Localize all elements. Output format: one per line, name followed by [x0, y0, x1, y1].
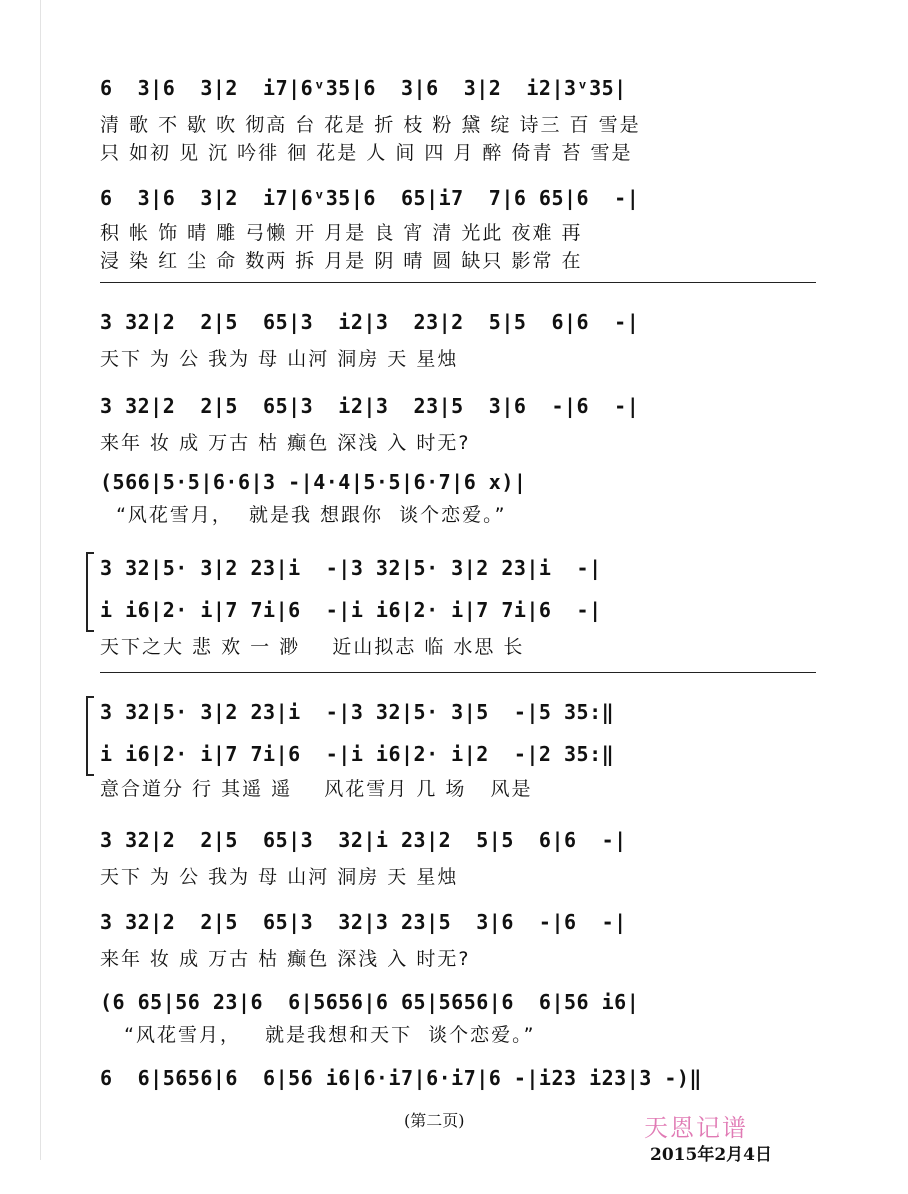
notation-line: 3 32|2 2|5 65|3 i2|3 23|2 5|5 6|6 -| — [100, 310, 640, 334]
lyric-line: 天下之大 悲 欢 一 渺 近山拟志 临 水思 长 — [100, 636, 525, 658]
date-label: 2015年2月4日 — [650, 1145, 772, 1165]
transcriber-stamp: 天恩记谱 — [644, 1114, 748, 1142]
lyric-line: 只 如初 见 沉 吟徘 徊 花是 人 间 四 月 醉 倚青 苔 雪是 — [100, 142, 633, 164]
section-rule — [100, 672, 816, 673]
notation-line: (6 65|56 23|6 6|5656|6 65|5656|6 6|56 i6| — [100, 990, 640, 1014]
notation-line: 3 32|5· 3|2 23|i -|3 32|5· 3|5 -|5 35:‖ — [100, 700, 615, 724]
lyric-line: 天下 为 公 我为 母 山河 洞房 天 星烛 — [100, 866, 459, 888]
notation-line: i i6|2· i|7 7i|6 -|i i6|2· i|7 7i|6 -| — [100, 598, 602, 622]
lyric-line: 积 帐 饰 晴 雕 弓懒 开 月是 良 宵 清 光此 夜难 再 — [100, 222, 583, 244]
lyric-line: “风花雪月， 就是我 想跟你 谈个恋爱。” — [100, 504, 507, 526]
notation-line: 3 32|2 2|5 65|3 32|i 23|2 5|5 6|6 -| — [100, 828, 627, 852]
notation-line: 6 3|6 3|2 i7|6ᵛ35|6 3|6 3|2 i2|3ᵛ35| — [100, 76, 627, 100]
page-number: (第二页) — [404, 1111, 465, 1130]
notation-line: 6 6|5656|6 6|56 i6|6·i7|6·i7|6 -|i23 i23|3 -)‖ — [100, 1066, 702, 1090]
lyric-line: 来年 妆 成 万古 枯 癫色 深浅 入 时无? — [100, 432, 471, 454]
lyric-line: “风花雪月， 就是我想和天下 谈个恋爱。” — [100, 1024, 536, 1046]
part-bracket — [86, 552, 94, 632]
notation-line: 3 32|5· 3|2 23|i -|3 32|5· 3|2 23|i -| — [100, 556, 602, 580]
notation-line: 3 32|2 2|5 65|3 i2|3 23|5 3|6 -|6 -| — [100, 394, 640, 418]
page-edge — [40, 0, 41, 1160]
lyric-line: 来年 妆 成 万古 枯 癫色 深浅 入 时无? — [100, 948, 471, 970]
lyric-line: 浸 染 红 尘 命 数两 拆 月是 阴 晴 圆 缺只 影常 在 — [100, 250, 583, 272]
part-bracket — [86, 696, 94, 776]
lyric-line: 清 歌 不 歇 吹 彻高 台 花是 折 枝 粉 黛 绽 诗三 百 雪是 — [100, 114, 641, 136]
notation-line: 6 3|6 3|2 i7|6ᵛ35|6 65|i7 7|6 65|6 -| — [100, 186, 640, 210]
lyric-line: 天下 为 公 我为 母 山河 洞房 天 星烛 — [100, 348, 459, 370]
notation-line: i i6|2· i|7 7i|6 -|i i6|2· i|2 -|2 35:‖ — [100, 742, 615, 766]
lyric-line: 意合道分 行 其遥 遥 风花雪月 几 场 风是 — [100, 778, 533, 800]
notation-line: 3 32|2 2|5 65|3 32|3 23|5 3|6 -|6 -| — [100, 910, 627, 934]
notation-line: (566|5·5|6·6|3 -|4·4|5·5|6·7|6 x)| — [100, 470, 527, 494]
section-rule — [100, 282, 816, 283]
